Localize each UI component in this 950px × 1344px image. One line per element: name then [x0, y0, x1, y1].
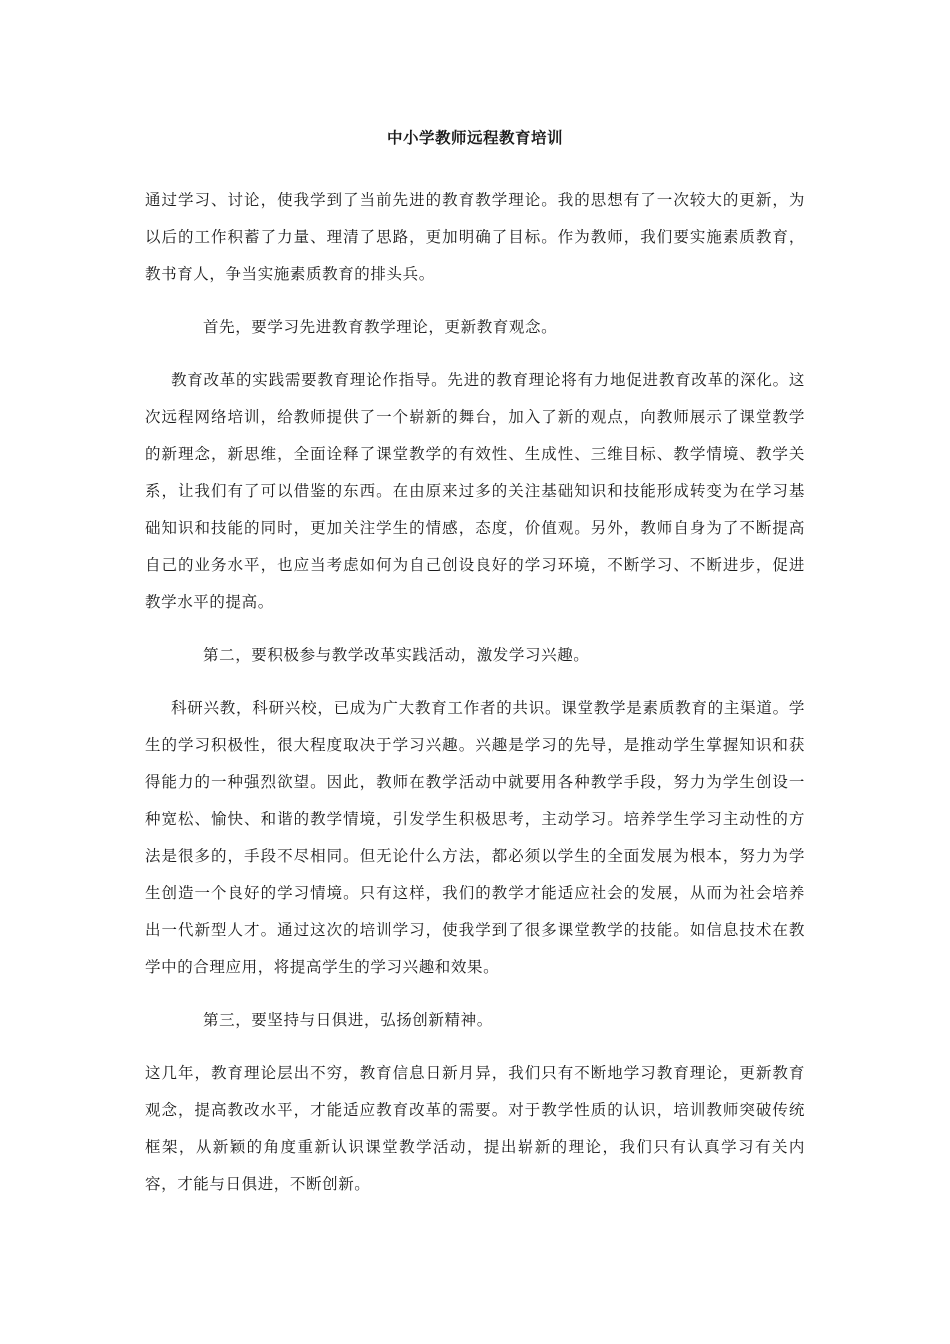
- paragraph-gap: [145, 293, 805, 309]
- paragraph-theory: 教育改革的实践需要教育理论作指导。先进的教育理论将有力地促进教育改革的深化。这次远程网络培训，给教师提供了一个崭新的舞台，加入了新的观点，向教师展示了课堂教学的新理念，新思维，全面诠释了课堂教学的有效性、生成性、三维目标、教学情境、教学关系，让我们有了可以借鉴的东西。在由原来过多的关注基础知识和技能形成转变为在学习基础知识和技能的同时，更加关注学生的情感，态度，价值观。另外，教师自身为了不断提高自己的业务水平，也应当考虑如何为自己创设良好的学习环境，不断学习、不断进步，促进教学水平的提高。: [145, 371, 805, 611]
- paragraph-gap: [145, 986, 805, 1002]
- document-title: 中小学教师远程教育培训: [386, 128, 563, 147]
- paragraph-interest: 科研兴教，科研兴校，已成为广大教育工作者的共识。课堂教学是素质教育的主渠道。学生的学习积极性，很大程度取决于学习兴趣。兴趣是学习的先导，是推动学生掌握知识和获得能力的一种强烈欲望。因此，教师在教学活动中就要用各种教学手段，努力为学生创设一种宽松、愉快、和谐的教学情境，引发学生积极思考，主动学习。培养学生学习主动性的方法是很多的，手段不尽相同。但无论什么方法，都必须以学生的全面发展为根本，努力为学生创造一个良好的学习情境。只有这样，我们的教学才能适应社会的发展，从而为社会培养出一代新型人才。通过这次的培训学习，使我学到了很多课堂教学的技能。如信息技术在教学中的合理应用，将提高学生的学习兴趣和效果。: [145, 699, 805, 976]
- paragraph-gap: [145, 674, 805, 690]
- paragraph-intro: 通过学习、讨论，使我学到了当前先进的教育教学理论。我的思想有了一次较大的更新，为以后的工作积蓄了力量、理清了思路，更加明确了目标。作为教师，我们要实施素质教育，教书育人，争当实施素质教育的排头兵。: [145, 191, 805, 283]
- section-heading-first: 首先，要学习先进教育教学理论，更新教育观念。: [203, 318, 558, 336]
- paragraph-innovation: 这几年，教育理论层出不穷，教育信息日新月异，我们只有不断地学习教育理论，更新教育观念，提高教改水平，才能适应教育改革的需要。对于教学性质的认识，培训教师突破传统框架，从新颖的角度重新认识课堂教学活动，提出崭新的理论，我们只有认真学习有关内容，才能与日俱进，不断创新。: [145, 1064, 805, 1193]
- paragraph-gap: [145, 346, 805, 362]
- section-heading-third: 第三，要坚持与日俱进，弘扬创新精神。: [203, 1011, 493, 1029]
- paragraph-gap: [145, 621, 805, 637]
- paragraph-gap: [145, 1039, 805, 1055]
- document-body: [145, 182, 805, 1203]
- section-heading-second: 第二，要积极参与教学改革实践活动，激发学习兴趣。: [203, 646, 590, 664]
